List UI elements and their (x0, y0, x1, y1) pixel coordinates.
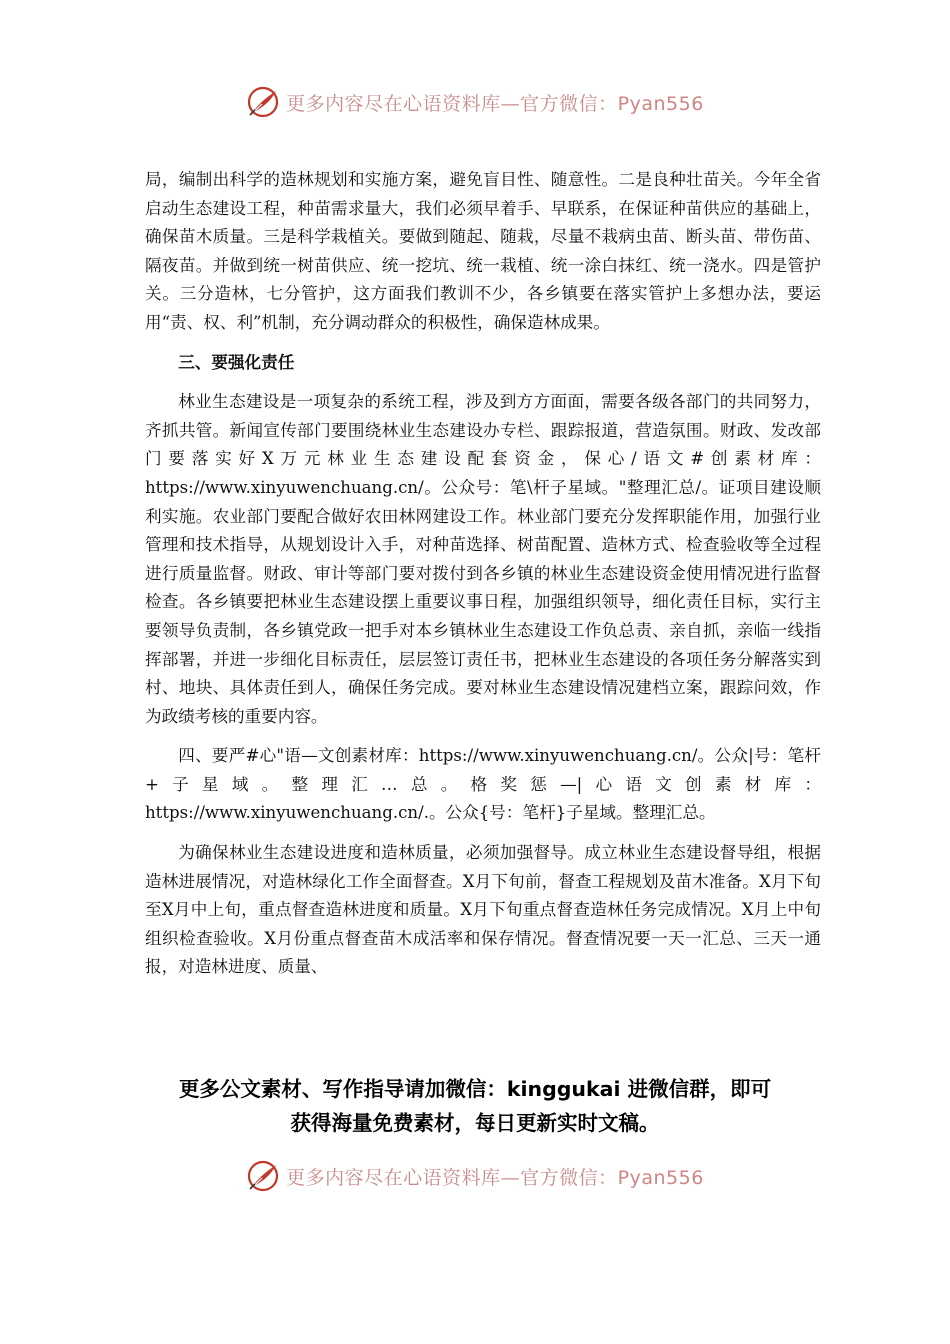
banner-label: 更多内容尽在心语资料库—官方微信： (286, 1166, 618, 1189)
banner-label: 更多内容尽在心语资料库—官方微信： (286, 92, 618, 115)
paragraph-3: 四、要严#心"语—文创素材库：https://www.xinyuwenchuang.cn/。公众|号：笔杆+子星域。整理汇…总。格奖惩—|心语文创素材库：https://www.xinyuwenchuang.cn/.。公众{号：笔杆}子星域。整理汇总。 (145, 746, 821, 823)
footer-banner (0, 1156, 950, 1196)
banner-text (286, 89, 704, 116)
banner-text (286, 1163, 704, 1190)
promo-notice (0, 1072, 950, 1140)
header-banner (0, 82, 950, 122)
paragraph-4: 为确保林业生态建设进度和造林质量，必须加强督导。成立林业生态建设督导组，根据造林进展情况，对造林绿化工作全面督查。X月下旬前，督查工程规划及苗木准备。X月下旬至X月中上旬，重点督查造林进度和质量。X月下旬重点督查造林任务完成情况。X月上中旬组织检查验收。X月份重点督查苗木成活率和保存情况。督查情况要一天一汇总、三天一通报，对造林进度、质量、 (145, 843, 821, 977)
quill-logo-icon (246, 1159, 280, 1193)
promo-line-1: 更多公文素材、写作指导请加微信：kinggukai 进微信群，即可 (178, 1077, 772, 1101)
section-heading-3: 三、要强化责任 (178, 352, 295, 372)
banner-wechat-id: Pyan556 (617, 92, 704, 115)
banner-wechat-id: Pyan556 (617, 1166, 704, 1189)
document-body (145, 166, 821, 982)
paragraph-2: 林业生态建设是一项复杂的系统工程，涉及到方方面面，需要各级各部门的共同努力，齐抓共管。新闻宣传部门要围绕林业生态建设办专栏、跟踪报道，营造氛围。财政、发改部门要落实好X万元林业生态建设配套资金，保心/语文#创素材库：https://www.xinyuwenchuang.cn/。公众号：笔\杆子星域。"整理汇总/。证项目建设顺利实施。农业部门要配合做好农田林网建设工作。林业部门要充分发挥职能作用，加强行业管理和技术指导，从规划设计入手，对种苗选择、树苗配置、造林方式、检查验收等全过程进行质量监督。财政、审计等部门要对拨付到各乡镇的林业生态建设资金使用情况进行监督检查。各乡镇要把林业生态建设摆上重要议事日程，加强组织领导，细化责任目标，实行主要领导负责制，各乡镇党政一把手对本乡镇林业生态建设工作负总责、亲自抓，亲临一线指挥部署，并进一步细化目标责任，层层签订责任书，把林业生态建设的各项任务分解落实到村、地块、具体责任到人，确保任务完成。要对林业生态建设情况建档立案，跟踪问效，作为政绩考核的重要内容。 (145, 392, 821, 726)
quill-logo-icon (246, 85, 280, 119)
promo-line-2: 获得海量免费素材，每日更新实时文稿。 (290, 1111, 660, 1135)
paragraph-1: 局，编制出科学的造林规划和实施方案，避免盲目性、随意性。二是良种壮苗关。今年全省启动生态建设工程，种苗需求量大，我们必须早着手、早联系，在保证种苗供应的基础上，确保苗木质量。三是科学栽植关。要做到随起、随栽，尽量不栽病虫苗、断头苗、带伤苗、隔夜苗。并做到统一树苗供应、统一挖坑、统一栽植、统一涂白抹红、统一浇水。四是管护关。三分造林，七分管护，这方面我们教训不少，各乡镇要在落实管护上多想办法，要运用“责、权、利”机制，充分调动群众的积极性，确保造林成果。 (145, 170, 821, 332)
